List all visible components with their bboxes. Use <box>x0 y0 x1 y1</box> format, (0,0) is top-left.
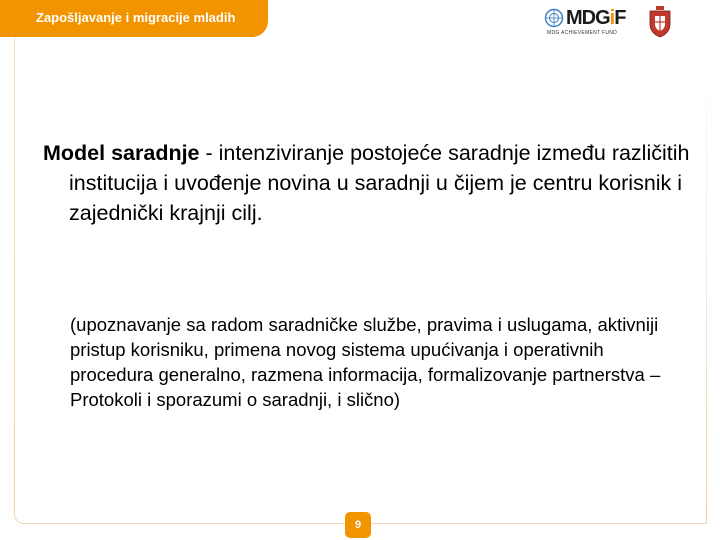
sub-paragraph: (upoznavanje sa radom saradničke službe, pravima i uslugama, aktivniji pristup korisniku, primena novog sistema upućivanja i operativnih procedura generalno, razmena informacija, formalizovanje partnerstva – Protokoli i sporazumi o saradnji, i slično) <box>70 314 661 410</box>
un-emblem-icon <box>544 8 564 28</box>
main-lead: Model saradnje <box>43 141 200 165</box>
page-number-badge: 9 <box>345 512 371 538</box>
slide-frame-left <box>14 37 15 515</box>
main-paragraph <box>43 138 709 228</box>
mdg-suffix: F <box>614 7 626 29</box>
mdg-i: i <box>609 7 615 29</box>
serbia-crest-icon <box>648 6 672 38</box>
partner-logos <box>544 6 674 58</box>
fund-caption: MDG ACHIEVEMENT FUND <box>547 30 618 36</box>
slide-frame-right <box>706 40 707 524</box>
mdg-prefix: MDG <box>566 7 610 29</box>
header-bar <box>0 0 268 37</box>
main-rest: - intenziviranje postojeće saradnje između različitih institucija i uvođenje novina u saradnji u čijem je centru korisnik i zajednički krajnji cilj. <box>69 141 690 225</box>
mdg-wordmark <box>566 7 625 29</box>
header-title: Zapošljavanje i migracije mladih <box>36 10 236 25</box>
